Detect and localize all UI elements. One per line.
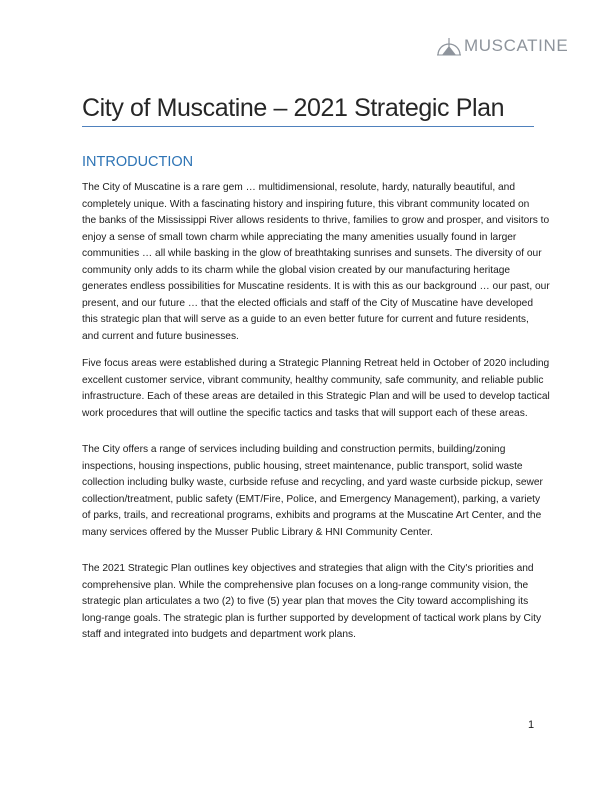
text-line: The 2021 Strategic Plan outlines key objectives and strategies that align with the City's priorities and [82, 563, 534, 574]
text-line: The City of Muscatine is a rare gem … multidimensional, resolute, hardy, naturally beautiful, and [82, 182, 515, 193]
text-line: staff and integrated into budgets and department work plans. [82, 629, 356, 640]
text-line: the banks of the Mississippi River allows residents to thrive, families to grow and prosper, and visitors to [82, 215, 550, 226]
text-line: inspections, housing inspections, public housing, street maintenance, public transport, solid waste [82, 460, 523, 472]
text-line: present, and our future … that the elected officials and staff of the City of Muscatine have developed [82, 297, 533, 309]
text-line: long-range goals. The strategic plan is further supported by development of tactical work plans by City [82, 612, 542, 624]
text-line: collection including bulky waste, curbside refuse and recycling, and yard waste curbside pickup, sewer [82, 477, 543, 488]
text-line: collection/treatment, public safety (EMT/Fire, Police, and Emergency Management), parking, a variety [82, 493, 541, 505]
text-line: strategic plan articulates a two (2) to five (5) year plan that moves the City toward accomplishing its [82, 596, 529, 607]
logo-text: MUSCATINE [464, 36, 569, 55]
section-heading: INTRODUCTION [82, 154, 194, 170]
text-line: completely unique. With a fascinating history and inspiring future, this vibrant community located on [82, 198, 530, 210]
title-underline [82, 126, 534, 127]
text-line: work procedures that will outline the specific tactics and tasks that will support each of these areas. [82, 407, 528, 419]
paragraph-intro [82, 180, 550, 345]
text-line: infrastructure. Each of these areas are detailed in this Strategic Plan and will be used to develop tactical [82, 391, 550, 402]
text-line: excellent customer service, vibrant community, healthy community, safe community, and reliable public [82, 374, 544, 386]
text-line: The City offers a range of services including building and construction permits, building/zoning [82, 444, 506, 455]
text-line: many services offered by the Musser Public Library & HNI Community Center. [82, 526, 433, 538]
page-number: 1 [528, 719, 535, 731]
text-line: this strategic plan that will serve as a guide to an even better future for current and future residents, [82, 314, 529, 325]
paragraph-focus-areas [82, 356, 550, 422]
text-line: comprehensive plan. While the comprehensive plan focuses on a long-range community vision, the [82, 579, 529, 591]
text-line: and current and future businesses. [82, 330, 239, 342]
text-line: generates endless possibilities for Muscatine residents. It is with this as our background … our past, our [82, 281, 550, 292]
text-line: communities … all while basking in the glow of breathtaking sunrises and sunsets. The diversity of our [82, 248, 542, 259]
paragraph-services [82, 442, 543, 541]
muscatine-logo [436, 36, 568, 56]
text-line: enjoy a sense of small town charm while appreciating the many amenities usually found in larger [82, 231, 517, 243]
text-line: of parks, trails, and recreational programs, exhibits and programs at the Muscatine Art Center, and the [82, 510, 542, 521]
text-line: Five focus areas were established during a Strategic Planning Retreat held in October of 2020 including [82, 358, 550, 369]
paragraph-strategic-plan [82, 561, 541, 644]
sunrise-logo-icon [436, 36, 462, 56]
page-title: City of Muscatine – 2021 Strategic Plan [82, 94, 505, 122]
text-line: community only adds to its charm while the global vision created by our manufacturing heritage [82, 264, 511, 276]
